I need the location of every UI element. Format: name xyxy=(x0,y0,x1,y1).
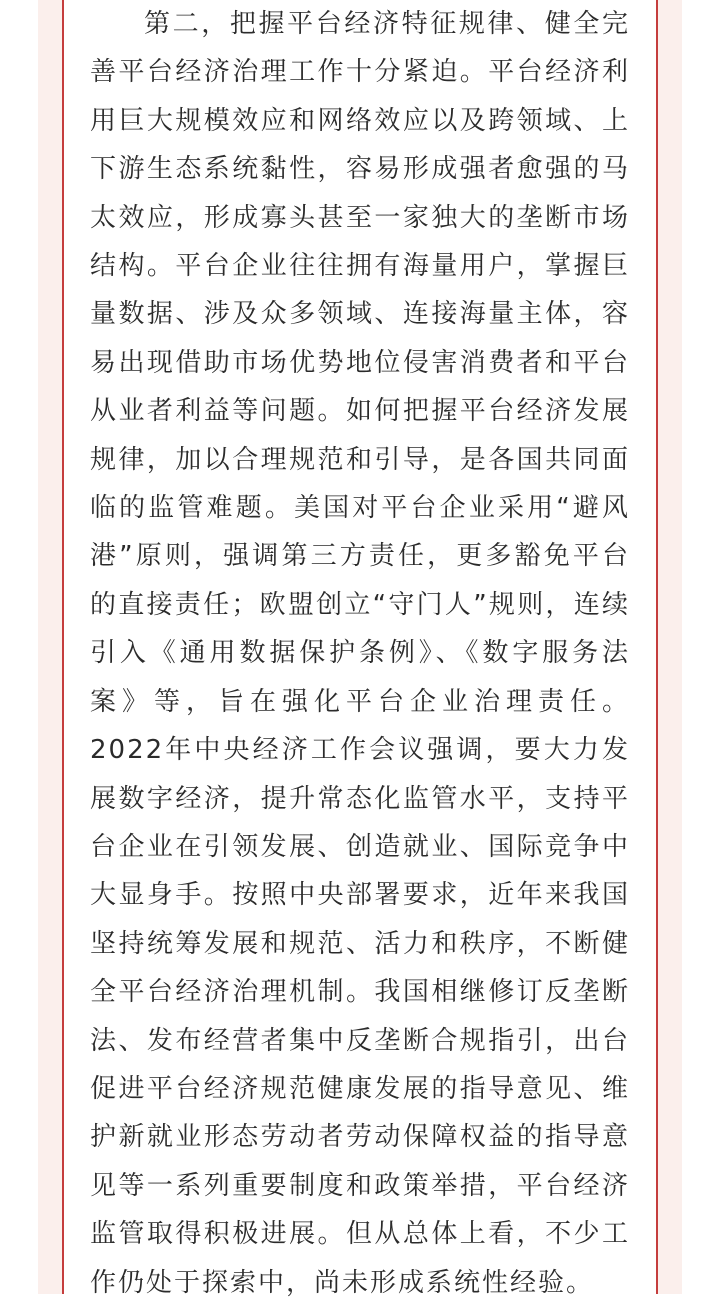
right-margin-band xyxy=(658,0,682,1294)
article-paragraph: 第二，把握平台经济特征规律、健全完善平台经济治理工作十分紧迫。平台经济利用巨大规模效应和网络效应以及跨领域、上下游生态系统黏性，容易形成强者愈强的马太效应，形成寡头甚至一家独大的垄断市场结构。平台企业往往拥有海量用户，掌握巨量数据、涉及众多领域、连接海量主体，容易出现借助市场优势地位侵害消费者和平台从业者利益等问题。如何把握平台经济发展规律，加以合理规范和引导，是各国共同面临的监管难题。美国对平台企业采用“避风港”原则，强调第三方责任，更多豁免平台的直接责任；欧盟创立“守门人”规则，连续引入《通用数据保护条例》、《数字服务法案》等，旨在强化平台企业治理责任。2022年中央经济工作会议强调，要大力发展数字经济，提升常态化监管水平，支持平台企业在引领发展、创造就业、国际竞争中大显身手。按照中央部署要求，近年来我国坚持统筹发展和规范、活力和秩序，不断健全平台经济治理机制。我国相继修订反垄断法、发布经营者集中反垄断合规指引，出台促进平台经济规范健康发展的指导意见、维护新就业形态劳动者劳动保障权益的指导意见等一系列重要制度和政策举措，平台经济监管取得积极进展。但从总体上看，不少工作仍处于探索中，尚未形成系统性经验。 xyxy=(90,9,630,1298)
left-margin-band xyxy=(38,0,62,1294)
